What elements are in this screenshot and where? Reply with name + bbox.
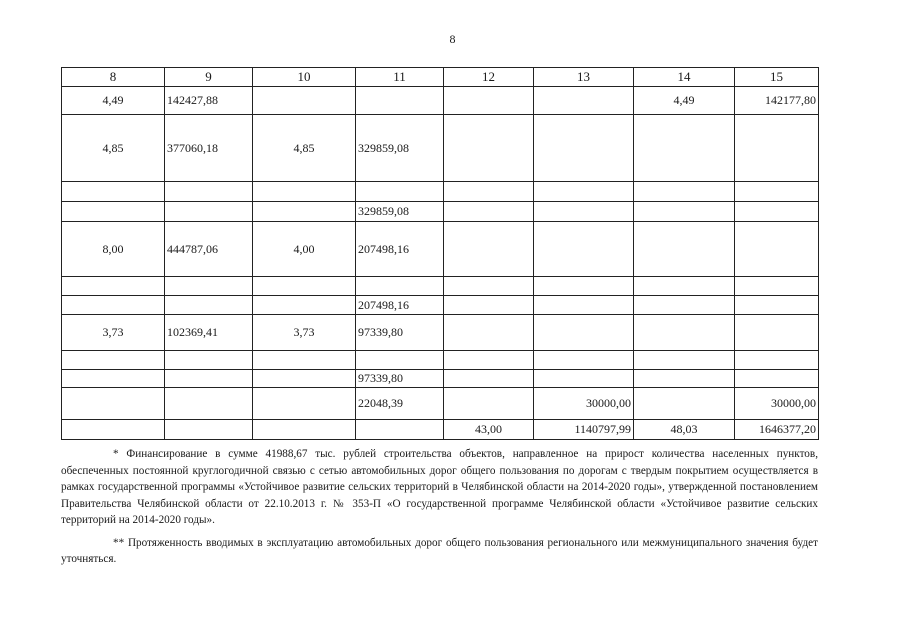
- column-header-8: 8: [62, 68, 165, 87]
- data-table: [61, 67, 819, 440]
- footnote-2: ** Протяженность вводимых в эксплуатацию автомобильных дорог общего пользования регионального или межмуниципального значения будет уточняться.: [61, 536, 818, 565]
- page-number: 8: [449, 32, 456, 46]
- table-cell: 329859,08: [356, 202, 444, 222]
- table-row: [62, 370, 819, 388]
- table-row: [62, 277, 819, 296]
- column-header-13: 13: [534, 68, 634, 87]
- table-cell: 4,49: [634, 87, 735, 115]
- table-cell: 142177,80: [735, 87, 819, 115]
- table-row: [62, 202, 819, 222]
- table-cell: 1646377,20: [735, 420, 819, 440]
- column-header-14: 14: [634, 68, 735, 87]
- table-cell: [634, 388, 735, 420]
- table-cell: 97339,80: [356, 315, 444, 351]
- table-cell: [444, 277, 534, 296]
- table-cell: 142427,88: [165, 87, 253, 115]
- table-cell: 22048,39: [356, 388, 444, 420]
- table-cell: [444, 296, 534, 315]
- table-cell: [735, 315, 819, 351]
- column-header-12: 12: [444, 68, 534, 87]
- table-cell: [444, 87, 534, 115]
- table-cell: [634, 277, 735, 296]
- table-cell: [253, 388, 356, 420]
- table-cell: [62, 296, 165, 315]
- table-cell: [444, 370, 534, 388]
- table-cell: [444, 115, 534, 182]
- header-row: [62, 68, 819, 87]
- table-cell: 48,03: [634, 420, 735, 440]
- table-cell: [634, 351, 735, 370]
- table-cell: 30000,00: [534, 388, 634, 420]
- table-cell: 1140797,99: [534, 420, 634, 440]
- table-cell: [62, 202, 165, 222]
- table-cell: [534, 351, 634, 370]
- table-cell: [356, 420, 444, 440]
- table-cell: 329859,08: [356, 115, 444, 182]
- table-cell: [444, 222, 534, 277]
- table-cell: [165, 202, 253, 222]
- table-cell: [534, 87, 634, 115]
- table-cell: [534, 315, 634, 351]
- table-cell: 30000,00: [735, 388, 819, 420]
- table-cell: [444, 388, 534, 420]
- column-header-9: 9: [165, 68, 253, 87]
- table-cell: [534, 296, 634, 315]
- table-cell: [534, 370, 634, 388]
- table-cell: 8,00: [62, 222, 165, 277]
- table-row: [62, 388, 819, 420]
- table-cell: [62, 388, 165, 420]
- table-cell: [356, 87, 444, 115]
- table-cell: [444, 182, 534, 202]
- table-cell: [356, 277, 444, 296]
- table-cell: [253, 202, 356, 222]
- table-cell: [62, 277, 165, 296]
- table-row: [62, 87, 819, 115]
- table-cell: [735, 115, 819, 182]
- table-cell: [62, 182, 165, 202]
- table-cell: [165, 420, 253, 440]
- table-cell: 4,49: [62, 87, 165, 115]
- table-cell: [534, 222, 634, 277]
- table-cell: 4,00: [253, 222, 356, 277]
- table-cell: [634, 182, 735, 202]
- table-cell: [735, 202, 819, 222]
- table-cell: [165, 351, 253, 370]
- table-cell: [62, 370, 165, 388]
- table-cell: [735, 182, 819, 202]
- table-cell: [634, 115, 735, 182]
- table-cell: 207498,16: [356, 296, 444, 315]
- table-cell: 3,73: [62, 315, 165, 351]
- table-body: [62, 87, 819, 440]
- table-cell: [444, 351, 534, 370]
- table-cell: 444787,06: [165, 222, 253, 277]
- table-cell: [253, 296, 356, 315]
- table-cell: [356, 351, 444, 370]
- table-cell: 4,85: [253, 115, 356, 182]
- table-cell: [62, 351, 165, 370]
- table-cell: [165, 370, 253, 388]
- table-cell: [735, 351, 819, 370]
- table-cell: [165, 388, 253, 420]
- table-cell: [62, 420, 165, 440]
- footnote-1: * Финансирование в сумме 41988,67 тыс. рублей строительства объектов, направленное на прирост количества населенных пунктов, обеспеченных постоянной круглогодичной связью с сетью автомобильных дорог общего пользования по дорогам с твердым покрытием осуществляется в рамках государственной программы «Устойчивое развитие сельских территорий в Челябинской области на 2014-2020 годы», утвержденной постановлением Правительства Челябинской области от 22.10.2013 г. № 353-П «О государственной программе Челябинской области «Устойчивое развитие сельских территорий на 2014-2020 годы».: [61, 448, 818, 526]
- table-cell: [253, 370, 356, 388]
- table-cell: [735, 277, 819, 296]
- table-cell: [634, 370, 735, 388]
- table-cell: [634, 222, 735, 277]
- footnotes: [61, 446, 818, 568]
- table-cell: 102369,41: [165, 315, 253, 351]
- table-cell: [165, 277, 253, 296]
- table-row: [62, 182, 819, 202]
- table-cell: [735, 222, 819, 277]
- table-cell: [356, 182, 444, 202]
- table-cell: [444, 202, 534, 222]
- table-cell: [735, 370, 819, 388]
- table-cell: [534, 115, 634, 182]
- table-cell: [253, 351, 356, 370]
- table-cell: 207498,16: [356, 222, 444, 277]
- table-cell: [253, 420, 356, 440]
- table-row: [62, 222, 819, 277]
- table-row: [62, 296, 819, 315]
- table-cell: [634, 315, 735, 351]
- table-cell: [165, 296, 253, 315]
- column-header-15: 15: [735, 68, 819, 87]
- table-cell: [165, 182, 253, 202]
- table-row: [62, 420, 819, 440]
- table-row: [62, 115, 819, 182]
- table-cell: [735, 296, 819, 315]
- table-cell: [634, 202, 735, 222]
- table-cell: 97339,80: [356, 370, 444, 388]
- table-cell: [253, 182, 356, 202]
- table-cell: [444, 315, 534, 351]
- table-cell: 4,85: [62, 115, 165, 182]
- table-cell: [534, 182, 634, 202]
- table-row: [62, 351, 819, 370]
- table-cell: 3,73: [253, 315, 356, 351]
- table-cell: [534, 277, 634, 296]
- table-cell: [253, 87, 356, 115]
- table-cell: [253, 277, 356, 296]
- column-header-11: 11: [356, 68, 444, 87]
- table-cell: [534, 202, 634, 222]
- table-cell: [634, 296, 735, 315]
- table-cell: 377060,18: [165, 115, 253, 182]
- table-row: [62, 315, 819, 351]
- column-header-10: 10: [253, 68, 356, 87]
- table-cell: 43,00: [444, 420, 534, 440]
